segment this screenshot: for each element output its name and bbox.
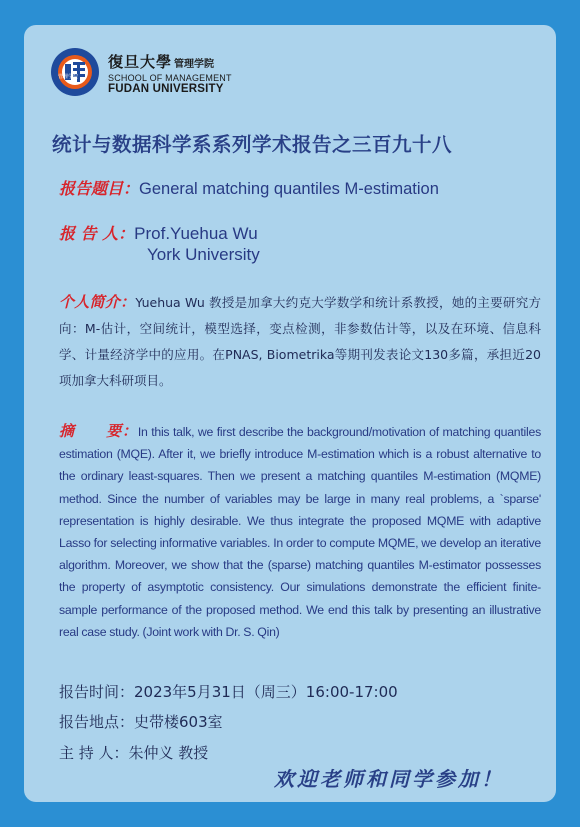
speaker-name: Prof.Yuehua Wu	[134, 224, 258, 243]
abstract-section	[59, 420, 541, 643]
speaker-affiliation: York University	[147, 245, 260, 264]
speaker-label: 报 告 人：	[59, 224, 135, 243]
abstract-text: In this talk, we first describe the background/motivation of matching quantiles estimation (MQE). After it, we briefly introduce M-estimation which is a robust alternative to the ordinary least-squares. Then we present a matching quantiles M-estimation (MQME) method. Since the number of variables may be large in many real problems, a `sparse' representation is highly desirable. We thus integrate the proposed MQME with adaptive Lasso for selecting informative variables. In order to compute MQME, we develop an iterative algorithm. Moreover, we show that the (sparse) matching quantiles M-estimator possesses the property of asymptotic consistency. Our simulations demonstrate the efficient finite-sample performance of the proposed method. We end this talk by presenting an illustrative real case study. (Joint work with Dr. S. Qin)	[59, 425, 541, 639]
school-logo	[50, 47, 250, 103]
fudan-seal-icon	[50, 47, 100, 97]
bio-label: 个人简介：	[59, 293, 136, 311]
abstract-label: 摘 要：	[59, 422, 138, 440]
talk-time: 报告时间：2023年5月31日（周三）16:00-17:00	[59, 683, 398, 701]
speaker-row	[59, 221, 260, 265]
poster-card	[24, 25, 556, 802]
logo-name-en-1: SCHOOL OF MANAGEMENT	[108, 73, 232, 83]
talk-host: 主 持 人：朱仲义 教授	[59, 744, 209, 762]
seal-badge: 管理学院	[58, 74, 79, 80]
logo-name-cn: 復旦大學	[108, 53, 173, 71]
topic-row	[59, 176, 439, 199]
logo-name-en-2: FUDAN UNIVERSITY	[108, 83, 224, 95]
logo-dept-cn: 管理学院	[174, 59, 215, 70]
bio-text: Yuehua Wu 教授是加拿大约克大学数学和统计系教授，她的主要研究方向：M-估计，空间统计，模型选择，变点检测，非参数估计等，以及在环境、信息科学、计量经济学中的应用。在PNAS, Biometrika等期刊发表论文130多篇，承担近20项加拿大科研项目。	[59, 295, 541, 388]
talk-location: 报告地点：史带楼603室	[59, 713, 223, 731]
topic-value: General matching quantiles M-estimation	[139, 180, 439, 198]
topic-label: 报告题目：	[59, 179, 140, 198]
welcome-message: 欢迎老师和同学参加！	[274, 767, 504, 791]
bio-section	[59, 289, 541, 394]
page-title: 统计与数据科学系系列学术报告之三百九十八	[52, 133, 453, 156]
